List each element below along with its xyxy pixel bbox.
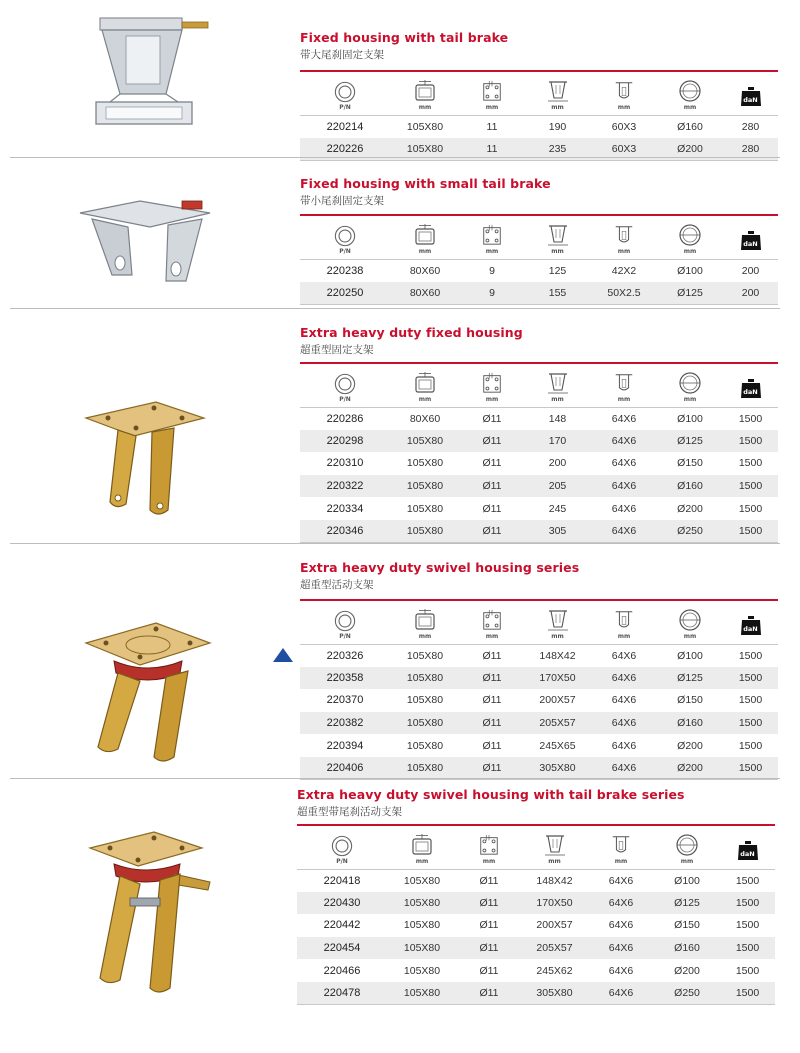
wheel-diameter-icon (678, 371, 702, 395)
header-row (300, 71, 778, 115)
wheel-diameter: Ø200 (657, 497, 723, 520)
unit-label: daN (743, 240, 758, 249)
bolt-hole: 9 (460, 282, 524, 305)
unit-label: mm (683, 396, 697, 404)
overall-height: 170X50 (521, 892, 588, 915)
plate-size: 105X80 (390, 452, 460, 475)
unit-label: P/N (339, 248, 351, 256)
wheel-diameter: Ø100 (654, 869, 720, 892)
overall-height: 235 (524, 138, 591, 161)
overall-height-icon (546, 608, 570, 632)
plate-size: 105X80 (390, 712, 460, 735)
table-row (297, 914, 775, 937)
part-number: 220418 (297, 869, 387, 892)
section-title: Extra heavy duty swivel housing series (300, 560, 580, 575)
plate-size-icon (413, 79, 437, 103)
overall-height: 148X42 (524, 644, 591, 667)
table-row (300, 712, 778, 735)
part-number: 220322 (300, 475, 390, 498)
wheel-diameter: Ø125 (657, 282, 723, 305)
wheel-width: 64X6 (591, 452, 657, 475)
wheel-width-icon (610, 833, 632, 857)
plate-size: 105X80 (390, 430, 460, 453)
unit-label: P/N (339, 104, 351, 112)
table-row (300, 644, 778, 667)
load-capacity: 1500 (723, 520, 778, 543)
bolt-hole: Ø11 (460, 430, 524, 453)
unit-label: mm (617, 248, 631, 256)
wheel-diameter-icon (678, 79, 702, 103)
load-capacity: 1500 (723, 430, 778, 453)
bolt-hole: Ø11 (457, 959, 521, 982)
section-subtitle: 超重型活动支架 (300, 579, 374, 591)
bolt-hole: Ø11 (457, 892, 521, 915)
wheel-width: 64X6 (591, 689, 657, 712)
wheel-diameter: Ø160 (657, 475, 723, 498)
plate-size: 105X80 (387, 892, 457, 915)
table-row (300, 520, 778, 543)
overall-height: 125 (524, 259, 591, 282)
wheel-width: 64X6 (591, 430, 657, 453)
section-divider (10, 778, 780, 779)
unit-label: mm (617, 396, 631, 404)
wheel-diameter: Ø150 (657, 452, 723, 475)
plate-size: 105X80 (390, 644, 460, 667)
bolt-hole: Ø11 (457, 869, 521, 892)
unit-label: mm (485, 633, 499, 641)
unit-label: P/N (336, 858, 348, 866)
plate-size-icon (413, 371, 437, 395)
overall-height: 148 (524, 407, 591, 430)
bolt-hole-icon (481, 608, 503, 632)
section-fixed-housing-small-tail-brake (0, 160, 800, 310)
bolt-hole: Ø11 (457, 937, 521, 960)
bolt-hole: Ø11 (457, 982, 521, 1005)
overall-height: 245 (524, 497, 591, 520)
fixed-housing-small-tail-brake-photo (70, 182, 220, 294)
unit-label: mm (485, 104, 499, 112)
plate-size: 105X80 (387, 982, 457, 1005)
table-row (300, 667, 778, 690)
wheel-width: 64X6 (588, 959, 654, 982)
bolt-hole: Ø11 (460, 712, 524, 735)
wheel-width: 64X6 (588, 892, 654, 915)
part-number-icon (334, 610, 356, 632)
wheel-diameter: Ø250 (654, 982, 720, 1005)
bolt-hole-icon (481, 79, 503, 103)
table-row (300, 475, 778, 498)
wheel-width: 64X6 (588, 937, 654, 960)
load-capacity: 1500 (720, 937, 775, 960)
unit-label: mm (683, 248, 697, 256)
header-row (300, 600, 778, 644)
unit-label: mm (551, 396, 564, 404)
plate-size: 105X80 (387, 869, 457, 892)
plate-size: 105X80 (390, 689, 460, 712)
bolt-hole: Ø11 (460, 475, 524, 498)
load-capacity: 1500 (720, 892, 775, 915)
plate-size: 105X80 (387, 959, 457, 982)
table-row (300, 497, 778, 520)
section-subtitle: 超重型带尾刹活动支架 (297, 806, 402, 818)
unit-label: mm (551, 104, 564, 112)
table-row (297, 892, 775, 915)
plate-size: 80X60 (390, 282, 460, 305)
spec-table (300, 214, 778, 305)
table-row (297, 959, 775, 982)
load-capacity: 1500 (723, 757, 778, 780)
part-number: 220394 (300, 734, 390, 757)
section-fixed-housing-tail-brake (0, 0, 800, 158)
wheel-diameter: Ø100 (657, 644, 723, 667)
wheel-width: 64X6 (591, 667, 657, 690)
unit-label: mm (617, 104, 631, 112)
unit-label: mm (418, 396, 432, 404)
fixed-housing-tail-brake-photo (70, 14, 220, 134)
section-subtitle: 带小尾刹固定支架 (300, 195, 384, 207)
wheel-diameter: Ø100 (657, 259, 723, 282)
plate-size: 105X80 (390, 734, 460, 757)
wheel-width: 64X6 (591, 407, 657, 430)
bolt-hole: Ø11 (460, 497, 524, 520)
wheel-width: 64X6 (588, 869, 654, 892)
plate-size: 105X80 (390, 497, 460, 520)
bolt-hole: 11 (460, 115, 524, 138)
load-capacity: 1500 (720, 914, 775, 937)
part-number: 220250 (300, 282, 390, 305)
unit-label: daN (743, 388, 758, 397)
unit-label: mm (418, 104, 432, 112)
table-row (300, 259, 778, 282)
bolt-hole: Ø11 (460, 667, 524, 690)
unit-label: mm (551, 248, 564, 256)
plate-size: 105X80 (390, 115, 460, 138)
wheel-diameter: Ø160 (657, 712, 723, 735)
plate-size: 105X80 (390, 667, 460, 690)
plate-size-icon (410, 833, 434, 857)
wheel-width-icon (613, 608, 635, 632)
section-extra-heavy-swivel-tail-brake (0, 780, 800, 1030)
wheel-diameter: Ø200 (654, 959, 720, 982)
wheel-width: 64X6 (591, 734, 657, 757)
extra-heavy-swivel-housing-photo (70, 615, 220, 765)
table-row (297, 869, 775, 892)
load-capacity: 1500 (723, 734, 778, 757)
unit-label: mm (683, 104, 697, 112)
overall-height: 245X62 (521, 959, 588, 982)
part-number: 220454 (297, 937, 387, 960)
part-number: 220358 (300, 667, 390, 690)
header-row (297, 825, 775, 869)
plate-size: 80X60 (390, 259, 460, 282)
load-capacity: 1500 (723, 644, 778, 667)
unit-label: mm (415, 858, 429, 866)
unit-label: mm (680, 858, 694, 866)
bolt-hole: Ø11 (460, 520, 524, 543)
part-number: 220226 (300, 138, 390, 161)
unit-label: mm (614, 858, 628, 866)
wheel-diameter-icon (678, 223, 702, 247)
part-number-icon (331, 835, 353, 857)
spec-table (300, 70, 778, 161)
spec-table (297, 824, 775, 1005)
bolt-hole: Ø11 (457, 914, 521, 937)
part-number: 220310 (300, 452, 390, 475)
spec-table (300, 599, 778, 780)
spec-table (300, 362, 778, 543)
wheel-width: 64X6 (591, 497, 657, 520)
part-number: 220238 (300, 259, 390, 282)
overall-height: 190 (524, 115, 591, 138)
section-title: Fixed housing with tail brake (300, 30, 509, 45)
wheel-width: 64X6 (591, 520, 657, 543)
part-number: 220442 (297, 914, 387, 937)
extra-heavy-fixed-housing-photo (70, 394, 220, 524)
wheel-diameter: Ø200 (657, 138, 723, 161)
overall-height-icon (546, 223, 570, 247)
bolt-hole: Ø11 (460, 407, 524, 430)
bolt-hole: Ø11 (460, 452, 524, 475)
table-row (300, 430, 778, 453)
plate-size: 80X60 (390, 407, 460, 430)
plate-size: 105X80 (390, 138, 460, 161)
part-number: 220326 (300, 644, 390, 667)
part-number: 220346 (300, 520, 390, 543)
unit-label: P/N (339, 633, 351, 641)
overall-height: 170 (524, 430, 591, 453)
wheel-diameter: Ø125 (654, 892, 720, 915)
part-number: 220286 (300, 407, 390, 430)
unit-label: mm (683, 633, 697, 641)
unit-label: mm (485, 396, 499, 404)
overall-height-icon (546, 79, 570, 103)
unit-label: daN (743, 625, 758, 634)
wheel-diameter-icon (678, 608, 702, 632)
wheel-diameter: Ø250 (657, 520, 723, 543)
table-row (300, 734, 778, 757)
plate-size: 105X80 (390, 520, 460, 543)
load-capacity: 280 (723, 115, 778, 138)
load-capacity: 200 (723, 282, 778, 305)
unit-label: mm (548, 858, 561, 866)
position-marker-icon (273, 648, 293, 662)
bolt-hole-icon (481, 223, 503, 247)
part-number-icon (334, 225, 356, 247)
bolt-hole: Ø11 (460, 734, 524, 757)
wheel-width: 60X3 (591, 115, 657, 138)
part-number: 220298 (300, 430, 390, 453)
load-capacity: 200 (723, 259, 778, 282)
table-row (300, 407, 778, 430)
wheel-width: 64X6 (591, 712, 657, 735)
bolt-hole: Ø11 (460, 644, 524, 667)
section-title: Fixed housing with small tail brake (300, 176, 551, 191)
wheel-diameter: Ø150 (654, 914, 720, 937)
section-title: Extra heavy duty swivel housing with tail brake series (297, 787, 685, 802)
overall-height: 245X65 (524, 734, 591, 757)
unit-label: mm (551, 633, 564, 641)
table-row (300, 282, 778, 305)
part-number: 220214 (300, 115, 390, 138)
load-capacity: 1500 (720, 959, 775, 982)
wheel-diameter: Ø125 (657, 430, 723, 453)
section-title: Extra heavy duty fixed housing (300, 325, 523, 340)
unit-label: daN (743, 96, 758, 105)
load-capacity: 1500 (723, 497, 778, 520)
plate-size-icon (413, 608, 437, 632)
part-number: 220334 (300, 497, 390, 520)
wheel-diameter-icon (675, 833, 699, 857)
bolt-hole-icon (481, 371, 503, 395)
unit-label: mm (418, 633, 432, 641)
section-subtitle: 超重型固定支架 (300, 344, 374, 356)
bolt-hole-icon (478, 833, 500, 857)
wheel-width: 42X2 (591, 259, 657, 282)
part-number: 220478 (297, 982, 387, 1005)
unit-label: daN (740, 850, 755, 859)
wheel-diameter: Ø150 (657, 689, 723, 712)
overall-height: 305X80 (524, 757, 591, 780)
header-row (300, 363, 778, 407)
bolt-hole: Ø11 (460, 689, 524, 712)
table-row (297, 982, 775, 1005)
load-capacity: 280 (723, 138, 778, 161)
section-divider (10, 157, 780, 158)
table-row (300, 757, 778, 780)
plate-size-icon (413, 223, 437, 247)
wheel-width: 64X6 (591, 644, 657, 667)
unit-label: mm (418, 248, 432, 256)
overall-height: 200X57 (524, 689, 591, 712)
wheel-width-icon (613, 223, 635, 247)
overall-height: 205 (524, 475, 591, 498)
part-number: 220466 (297, 959, 387, 982)
plate-size: 105X80 (390, 475, 460, 498)
section-divider (10, 543, 780, 544)
unit-label: mm (485, 248, 499, 256)
overall-height: 155 (524, 282, 591, 305)
overall-height: 200X57 (521, 914, 588, 937)
wheel-width-icon (613, 371, 635, 395)
part-number: 220406 (300, 757, 390, 780)
table-row (300, 452, 778, 475)
load-capacity: 1500 (720, 982, 775, 1005)
wheel-diameter: Ø125 (657, 667, 723, 690)
overall-height-icon (546, 371, 570, 395)
header-row (300, 215, 778, 259)
wheel-diameter: Ø200 (657, 734, 723, 757)
overall-height: 205X57 (521, 937, 588, 960)
extra-heavy-swivel-tail-brake-photo (70, 828, 220, 998)
table-row (300, 689, 778, 712)
wheel-width-icon (613, 79, 635, 103)
wheel-diameter: Ø200 (657, 757, 723, 780)
section-subtitle: 带大尾刹固定支架 (300, 49, 384, 61)
overall-height: 305 (524, 520, 591, 543)
load-capacity: 1500 (723, 475, 778, 498)
wheel-width: 50X2.5 (591, 282, 657, 305)
load-capacity: 1500 (723, 712, 778, 735)
plate-size: 105X80 (390, 757, 460, 780)
table-row (297, 937, 775, 960)
section-extra-heavy-fixed-housing (0, 310, 800, 545)
section-extra-heavy-swivel-housing (0, 545, 800, 780)
wheel-width: 60X3 (591, 138, 657, 161)
part-number-icon (334, 373, 356, 395)
bolt-hole: 11 (460, 138, 524, 161)
load-capacity: 1500 (723, 667, 778, 690)
unit-label: mm (482, 858, 496, 866)
table-row (300, 115, 778, 138)
unit-label: mm (617, 633, 631, 641)
overall-height-icon (543, 833, 567, 857)
part-number-icon (334, 81, 356, 103)
overall-height: 170X50 (524, 667, 591, 690)
wheel-width: 64X6 (591, 757, 657, 780)
load-capacity: 1500 (723, 407, 778, 430)
section-divider (10, 308, 780, 309)
overall-height: 200 (524, 452, 591, 475)
wheel-width: 64X6 (591, 475, 657, 498)
load-capacity: 1500 (723, 689, 778, 712)
wheel-width: 64X6 (588, 982, 654, 1005)
wheel-width: 64X6 (588, 914, 654, 937)
overall-height: 205X57 (524, 712, 591, 735)
part-number: 220430 (297, 892, 387, 915)
bolt-hole: 9 (460, 259, 524, 282)
overall-height: 148X42 (521, 869, 588, 892)
wheel-diameter: Ø160 (654, 937, 720, 960)
wheel-diameter: Ø160 (657, 115, 723, 138)
load-capacity: 1500 (723, 452, 778, 475)
plate-size: 105X80 (387, 914, 457, 937)
overall-height: 305X80 (521, 982, 588, 1005)
unit-label: P/N (339, 396, 351, 404)
wheel-diameter: Ø100 (657, 407, 723, 430)
part-number: 220370 (300, 689, 390, 712)
plate-size: 105X80 (387, 937, 457, 960)
load-capacity: 1500 (720, 869, 775, 892)
part-number: 220382 (300, 712, 390, 735)
bolt-hole: Ø11 (460, 757, 524, 780)
